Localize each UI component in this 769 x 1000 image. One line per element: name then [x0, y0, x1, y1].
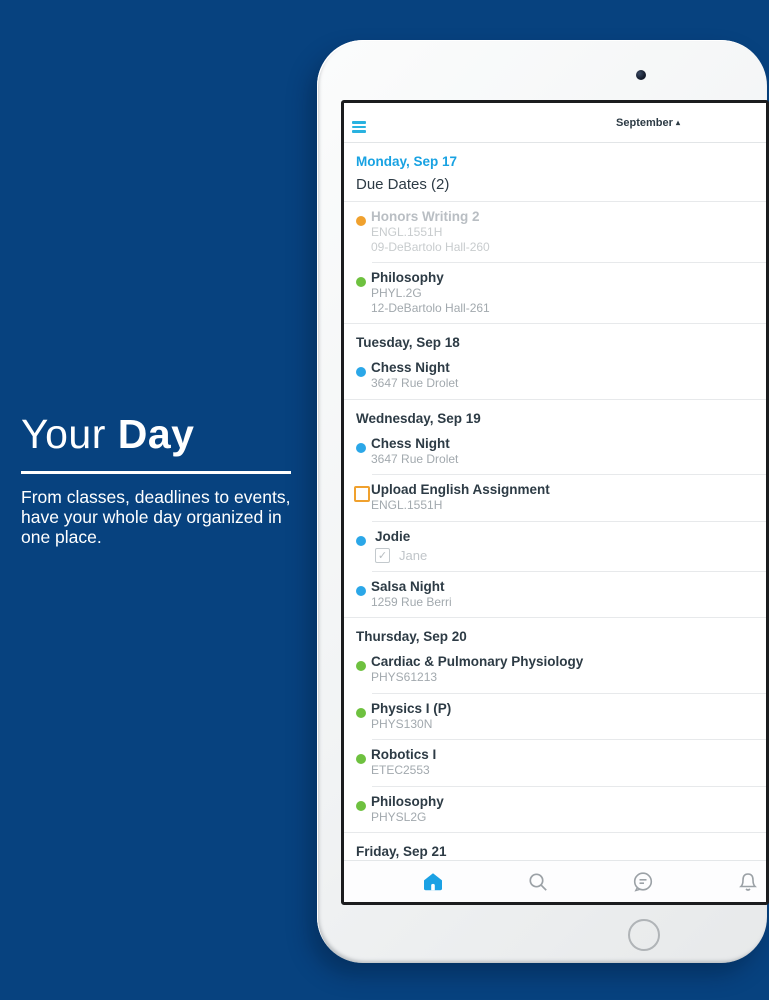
event-dot-icon — [356, 277, 366, 287]
hamburger-menu-icon[interactable] — [352, 121, 366, 134]
item-subtitle: ENGL.1551H — [371, 225, 443, 239]
event-dot-icon — [356, 443, 366, 453]
tab-search[interactable] — [526, 870, 550, 894]
item-subtitle: 3647 Rue Drolet — [371, 376, 459, 390]
item-subtitle: PHYS130N — [371, 716, 433, 731]
subtask-row — [371, 548, 756, 563]
home-icon — [421, 870, 445, 894]
planner-list — [344, 143, 766, 860]
event-dot-icon — [356, 586, 366, 596]
item-title: Honors Writing 2 — [371, 209, 480, 224]
planner-item[interactable] — [344, 353, 766, 399]
event-dot-icon — [356, 708, 366, 718]
item-subtitle: PHYL.2G — [371, 286, 422, 300]
tablet-screen — [341, 100, 769, 905]
item-title: Cardiac & Pulmonary Physiology — [371, 654, 584, 669]
event-dot-icon — [356, 661, 366, 671]
item-subtitle: 12-DeBartolo Hall-261 — [371, 300, 490, 315]
subtask-label: Jane — [399, 547, 428, 563]
item-title: Chess Night — [371, 435, 450, 451]
hero-panel — [21, 412, 297, 547]
day-header: Monday, Sep 17 — [356, 154, 458, 169]
day-header: Tuesday, Sep 18 — [356, 335, 460, 350]
day-header: Friday, Sep 21 — [356, 844, 447, 859]
hero-title — [21, 412, 297, 457]
planner-item[interactable] — [344, 694, 766, 740]
camera-dot — [636, 70, 646, 80]
checked-checkbox-icon[interactable]: ✓ — [375, 548, 390, 563]
search-icon — [526, 870, 550, 894]
item-subtitle: PHYS61213 — [371, 670, 438, 684]
planner-item[interactable] — [344, 787, 766, 833]
planner-item[interactable] — [344, 572, 766, 618]
tab-notifications[interactable] — [736, 870, 760, 894]
chevron-up-icon: ▴ — [675, 118, 680, 127]
event-dot-icon — [356, 801, 366, 811]
item-title: Physics I (P) — [371, 700, 452, 716]
app-header — [344, 103, 766, 143]
tab-home[interactable] — [421, 870, 445, 894]
planner-item[interactable] — [344, 647, 766, 693]
hero-title-bold: Day — [117, 411, 195, 457]
day-header: Thursday, Sep 20 — [356, 629, 467, 644]
item-subtitle: ETEC2553 — [371, 763, 430, 777]
event-dot-icon — [356, 536, 366, 546]
event-dot-icon — [356, 367, 366, 377]
tab-chat[interactable] — [631, 870, 655, 894]
item-subtitle: PHYSL2G — [371, 809, 427, 824]
due-dates-subheader: Due Dates (2) — [356, 176, 450, 193]
bell-icon — [736, 870, 760, 894]
hero-underline — [21, 471, 291, 474]
event-dot-icon — [356, 216, 366, 226]
bottom-tab-bar — [344, 860, 766, 902]
item-subtitle: ENGL.1551H — [371, 498, 443, 512]
item-title: Salsa Night — [371, 578, 445, 594]
item-subtitle: 3647 Rue Drolet — [371, 451, 459, 466]
planner-item[interactable] — [344, 202, 766, 262]
item-title: Jodie — [375, 528, 411, 544]
planner-item[interactable] — [344, 429, 766, 475]
item-subtitle: 09-DeBartolo Hall-260 — [371, 239, 490, 254]
item-title: Chess Night — [371, 360, 450, 375]
planner-item[interactable] — [344, 475, 766, 521]
planner-item[interactable] — [344, 263, 766, 323]
item-title: Upload English Assignment — [371, 482, 550, 497]
chat-icon — [631, 870, 655, 894]
hero-description: From classes, deadlines to events, have your whole day organized in one place. — [21, 487, 291, 548]
item-subtitle: 1259 Rue Berri — [371, 594, 452, 609]
tablet-device — [317, 40, 767, 963]
item-title: Philosophy — [371, 270, 444, 285]
planner-item[interactable] — [344, 740, 766, 786]
month-selector[interactable] — [602, 117, 694, 129]
month-label: September — [616, 117, 673, 129]
item-title: Robotics I — [371, 747, 437, 762]
day-header: Wednesday, Sep 19 — [356, 410, 481, 426]
todo-checkbox-icon[interactable] — [354, 486, 370, 502]
event-dot-icon — [356, 754, 366, 764]
planner-item[interactable] — [344, 522, 766, 571]
hero-title-regular: Your — [21, 411, 118, 457]
home-button-hardware[interactable] — [628, 919, 660, 951]
item-title: Philosophy — [371, 793, 444, 809]
